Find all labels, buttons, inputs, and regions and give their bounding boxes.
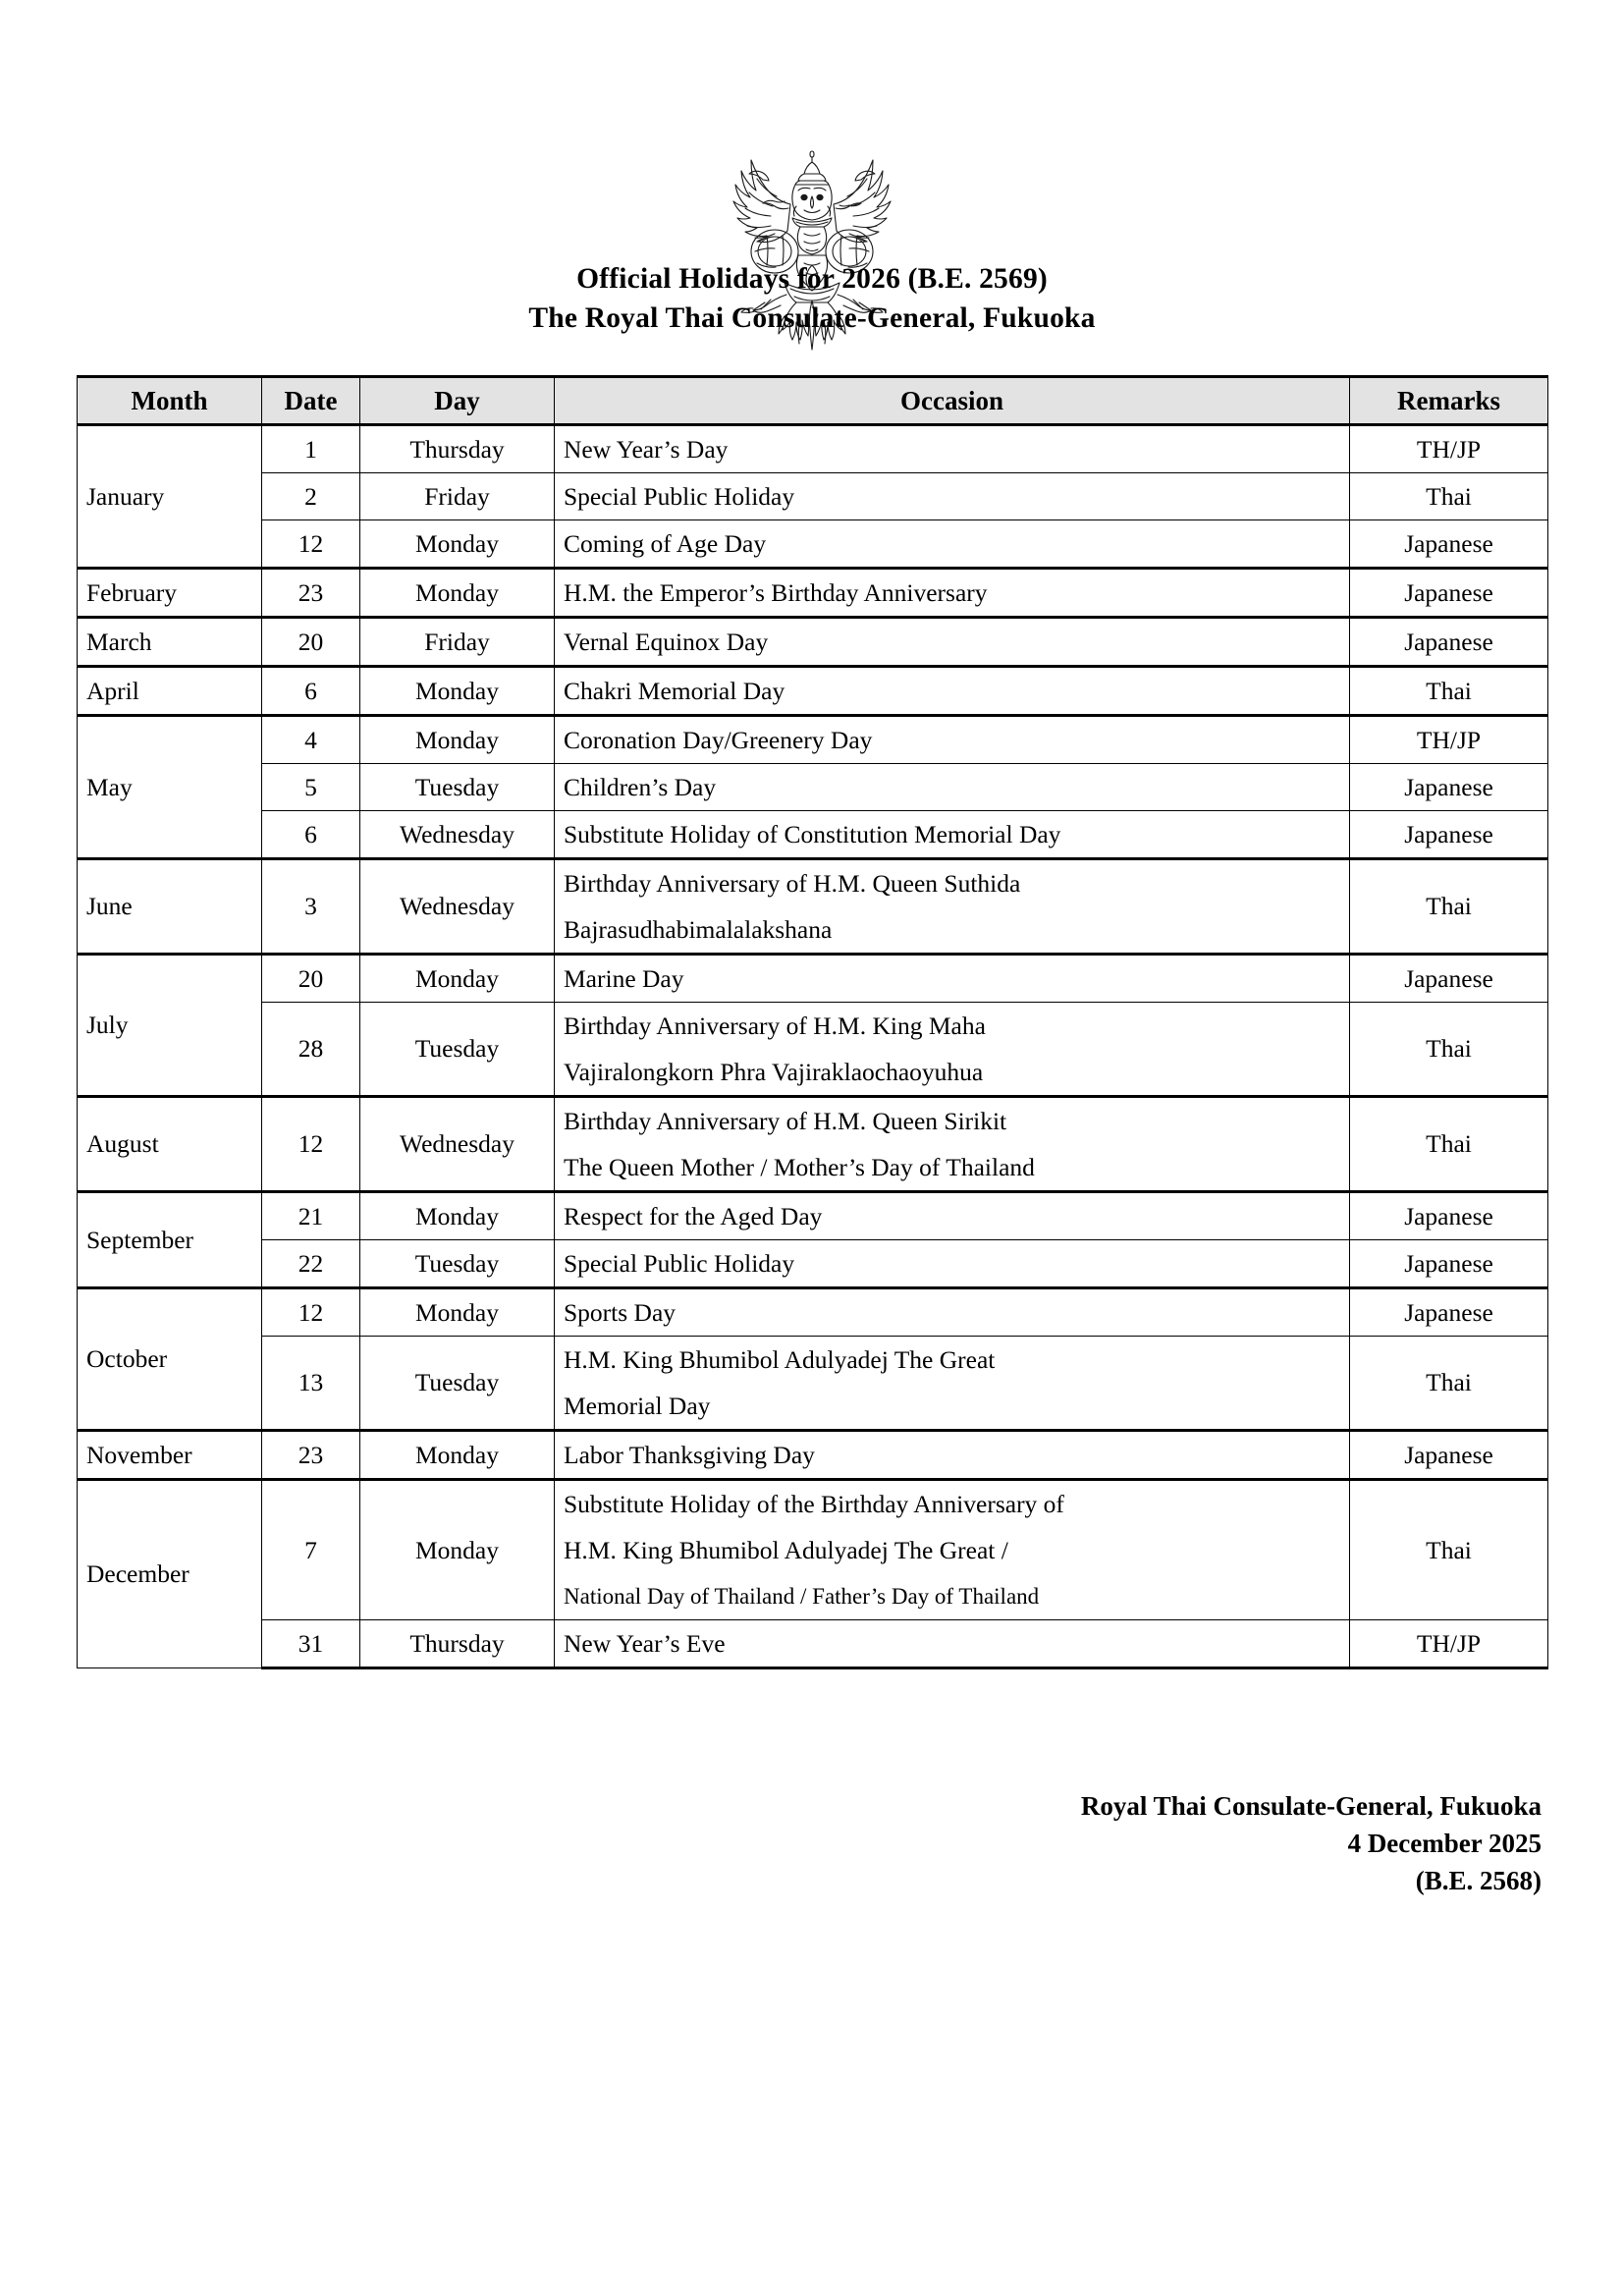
occasion-line: New Year’s Day <box>564 435 729 464</box>
occasion-line: H.M. King Bhumibol Adulyadej The Great <box>564 1345 996 1374</box>
occasion-line: Memorial Day <box>564 1392 711 1420</box>
cell-day: Friday <box>360 473 555 520</box>
occasion-line: Children’s Day <box>564 773 717 801</box>
table-row <box>78 764 1548 811</box>
cell-day: Tuesday <box>360 1003 555 1097</box>
table-row <box>78 1097 1548 1192</box>
cell-day: Wednesday <box>360 859 555 955</box>
occasion-line: Marine Day <box>564 964 684 993</box>
cell-day: Monday <box>360 1192 555 1240</box>
table-row <box>78 1337 1548 1431</box>
cell-remark: Japanese <box>1350 520 1548 569</box>
footer-line-2: 4 December 2025 <box>1347 1829 1542 1858</box>
cell-date: 2 <box>262 473 360 520</box>
cell-month: May <box>78 716 262 859</box>
occasion-line: Special Public Holiday <box>564 482 795 511</box>
cell-remark: Japanese <box>1350 955 1548 1003</box>
cell-occasion <box>555 1480 1350 1620</box>
emblem-container <box>0 0 1624 246</box>
cell-occasion <box>555 1003 1350 1097</box>
cell-day: Monday <box>360 1480 555 1620</box>
document-footer <box>0 1787 1624 1899</box>
cell-occasion <box>555 569 1350 618</box>
table-row <box>78 955 1548 1003</box>
document-title <box>0 259 1624 338</box>
cell-day: Tuesday <box>360 764 555 811</box>
cell-occasion <box>555 811 1350 859</box>
occasion-line: Vajiralongkorn Phra Vajiraklaochaoyuhua <box>564 1058 984 1086</box>
cell-occasion <box>555 618 1350 667</box>
occasion-line: H.M. King Bhumibol Adulyadej The Great / <box>564 1536 1008 1564</box>
occasion-line: Sports Day <box>564 1298 677 1327</box>
cell-month: March <box>78 618 262 667</box>
cell-remark: Thai <box>1350 1003 1548 1097</box>
cell-date: 12 <box>262 520 360 569</box>
cell-month: August <box>78 1097 262 1192</box>
cell-date: 31 <box>262 1620 360 1668</box>
occasion-line: Birthday Anniversary of H.M. Queen Suthida <box>564 869 1021 898</box>
cell-month: November <box>78 1431 262 1480</box>
table-row <box>78 1620 1548 1668</box>
cell-date: 6 <box>262 667 360 716</box>
cell-date: 20 <box>262 618 360 667</box>
table-row <box>78 1480 1548 1620</box>
cell-remark: Japanese <box>1350 764 1548 811</box>
cell-occasion <box>555 1620 1350 1668</box>
cell-date: 12 <box>262 1288 360 1337</box>
cell-remark: Japanese <box>1350 569 1548 618</box>
table-row <box>78 618 1548 667</box>
cell-occasion <box>555 955 1350 1003</box>
cell-day: Wednesday <box>360 811 555 859</box>
table-row <box>78 1003 1548 1097</box>
cell-remark: Japanese <box>1350 1240 1548 1288</box>
cell-remark: Thai <box>1350 859 1548 955</box>
table-row <box>78 859 1548 955</box>
cell-occasion <box>555 473 1350 520</box>
occasion-line: Coronation Day/Greenery Day <box>564 726 873 754</box>
cell-date: 3 <box>262 859 360 955</box>
cell-occasion <box>555 859 1350 955</box>
cell-remark: Thai <box>1350 1480 1548 1620</box>
cell-remark: Thai <box>1350 1337 1548 1431</box>
table-row <box>78 473 1548 520</box>
cell-day: Thursday <box>360 1620 555 1668</box>
cell-month: April <box>78 667 262 716</box>
occasion-line: Labor Thanksgiving Day <box>564 1441 815 1469</box>
cell-date: 7 <box>262 1480 360 1620</box>
cell-month: December <box>78 1480 262 1668</box>
occasion-line: Coming of Age Day <box>564 529 767 558</box>
occasion-line: Bajrasudhabimalalakshana <box>564 915 833 944</box>
cell-date: 5 <box>262 764 360 811</box>
table-row <box>78 1288 1548 1337</box>
cell-occasion <box>555 520 1350 569</box>
occasion-line: Substitute Holiday of the Birthday Anniversary of <box>564 1490 1064 1518</box>
cell-month: January <box>78 425 262 569</box>
cell-month: February <box>78 569 262 618</box>
table-row <box>78 667 1548 716</box>
cell-occasion <box>555 1097 1350 1192</box>
table-row <box>78 811 1548 859</box>
cell-remark: Thai <box>1350 1097 1548 1192</box>
cell-date: 20 <box>262 955 360 1003</box>
column-header-month: Month <box>78 377 262 425</box>
table-row <box>78 520 1548 569</box>
cell-date: 6 <box>262 811 360 859</box>
cell-month: June <box>78 859 262 955</box>
cell-remark: Japanese <box>1350 618 1548 667</box>
cell-date: 12 <box>262 1097 360 1192</box>
cell-date: 21 <box>262 1192 360 1240</box>
cell-occasion <box>555 1240 1350 1288</box>
holidays-table <box>77 375 1548 1669</box>
cell-day: Monday <box>360 1431 555 1480</box>
cell-date: 13 <box>262 1337 360 1431</box>
column-header-remarks: Remarks <box>1350 377 1548 425</box>
footer-line-3: (B.E. 2568) <box>1415 1866 1542 1895</box>
cell-month: September <box>78 1192 262 1288</box>
column-header-day: Day <box>360 377 555 425</box>
cell-day: Monday <box>360 667 555 716</box>
cell-date: 4 <box>262 716 360 764</box>
cell-occasion <box>555 667 1350 716</box>
occasion-line: Respect for the Aged Day <box>564 1202 823 1230</box>
occasion-line: New Year’s Eve <box>564 1629 726 1658</box>
occasion-line: H.M. the Emperor’s Birthday Anniversary <box>564 578 988 607</box>
cell-date: 22 <box>262 1240 360 1288</box>
cell-day: Monday <box>360 716 555 764</box>
cell-day: Friday <box>360 618 555 667</box>
cell-month: October <box>78 1288 262 1431</box>
cell-remark: Thai <box>1350 473 1548 520</box>
cell-occasion <box>555 1192 1350 1240</box>
table-row <box>78 716 1548 764</box>
table-body <box>78 425 1548 1668</box>
cell-occasion <box>555 425 1350 473</box>
cell-day: Wednesday <box>360 1097 555 1192</box>
occasion-line: The Queen Mother / Mother’s Day of Thailand <box>564 1153 1035 1181</box>
cell-day: Monday <box>360 520 555 569</box>
occasion-line: Substitute Holiday of Constitution Memorial Day <box>564 820 1061 848</box>
cell-day: Tuesday <box>360 1240 555 1288</box>
occasion-line: Birthday Anniversary of H.M. Queen Sirikit <box>564 1107 1007 1135</box>
cell-month: July <box>78 955 262 1097</box>
cell-occasion <box>555 1337 1350 1431</box>
cell-occasion <box>555 1288 1350 1337</box>
cell-day: Tuesday <box>360 1337 555 1431</box>
cell-occasion <box>555 1431 1350 1480</box>
cell-day: Monday <box>360 569 555 618</box>
cell-date: 1 <box>262 425 360 473</box>
table-row <box>78 1431 1548 1480</box>
cell-date: 23 <box>262 1431 360 1480</box>
cell-date: 28 <box>262 1003 360 1097</box>
cell-remark: Japanese <box>1350 1288 1548 1337</box>
cell-day: Thursday <box>360 425 555 473</box>
title-line-1: Official Holidays for 2026 (B.E. 2569) <box>576 263 1048 295</box>
cell-remark: Japanese <box>1350 811 1548 859</box>
cell-remark: TH/JP <box>1350 716 1548 764</box>
table-header-row <box>78 377 1548 425</box>
table-row <box>78 425 1548 473</box>
cell-remark: Thai <box>1350 667 1548 716</box>
cell-day: Monday <box>360 1288 555 1337</box>
table-row <box>78 569 1548 618</box>
cell-remark: Japanese <box>1350 1431 1548 1480</box>
occasion-line: Chakri Memorial Day <box>564 677 785 705</box>
table-row <box>78 1240 1548 1288</box>
title-line-2: The Royal Thai Consulate-General, Fukuoka <box>528 302 1096 334</box>
occasion-line: Vernal Equinox Day <box>564 628 769 656</box>
cell-day: Monday <box>360 955 555 1003</box>
cell-remark: TH/JP <box>1350 1620 1548 1668</box>
column-header-occasion: Occasion <box>555 377 1350 425</box>
cell-occasion <box>555 716 1350 764</box>
occasion-line: Birthday Anniversary of H.M. King Maha <box>564 1011 986 1040</box>
occasion-line: Special Public Holiday <box>564 1249 795 1278</box>
cell-date: 23 <box>262 569 360 618</box>
column-header-date: Date <box>262 377 360 425</box>
footer-line-1: Royal Thai Consulate-General, Fukuoka <box>1080 1791 1542 1821</box>
table-row <box>78 1192 1548 1240</box>
holidays-table-container <box>0 375 1624 1669</box>
cell-remark: TH/JP <box>1350 425 1548 473</box>
cell-occasion <box>555 764 1350 811</box>
occasion-line: National Day of Thailand / Father’s Day of Thailand <box>564 1584 1040 1609</box>
cell-remark: Japanese <box>1350 1192 1548 1240</box>
